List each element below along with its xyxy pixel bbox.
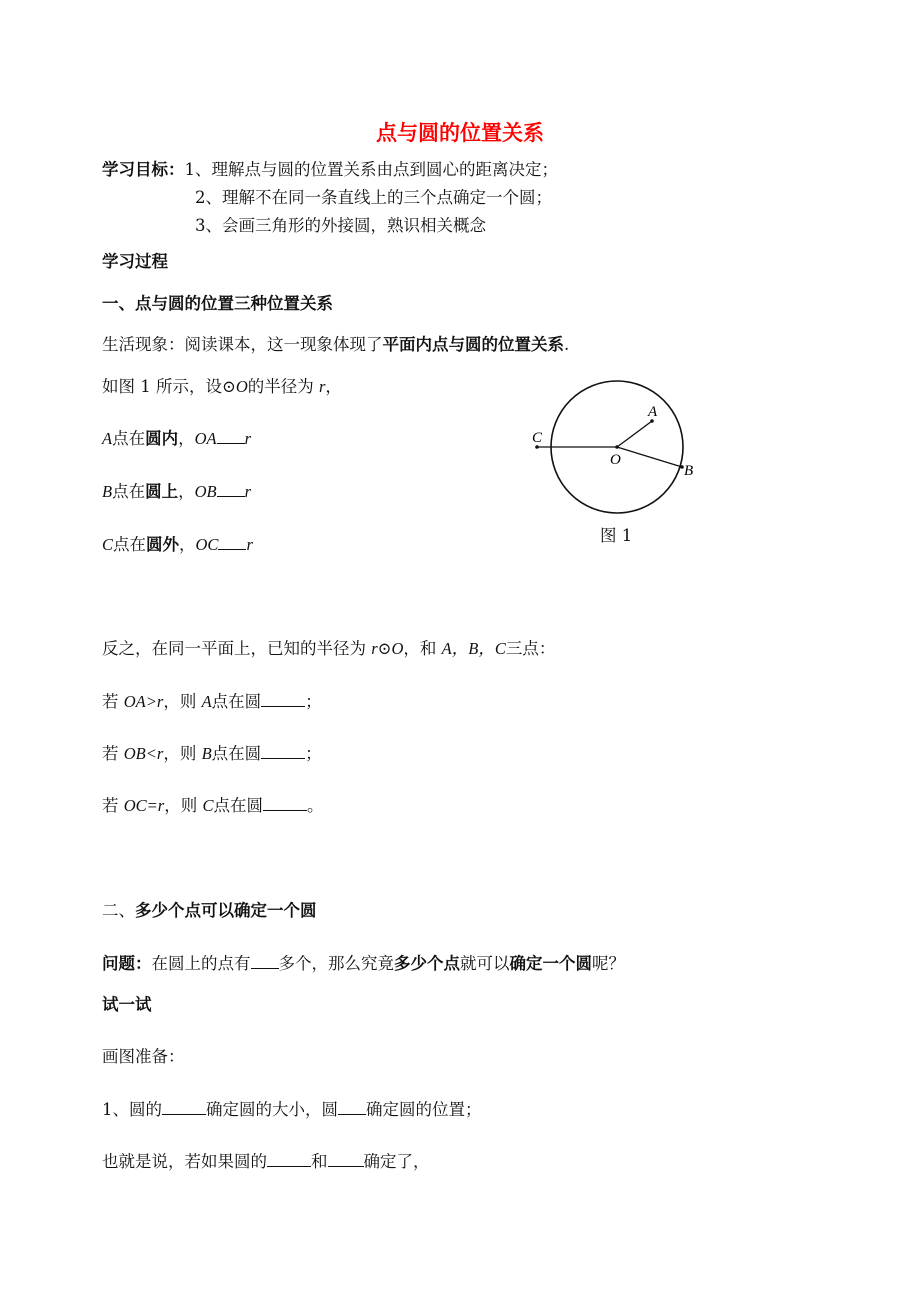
converse-intro	[102, 638, 555, 660]
bold-text: 确定一个圆	[509, 954, 592, 973]
text: 三点：	[505, 639, 556, 658]
answer-blank[interactable]	[263, 794, 307, 811]
circle-figure	[520, 370, 720, 520]
text: ，	[325, 377, 342, 396]
section1-heading: 一、点与圆的位置三种位置关系	[102, 294, 333, 313]
answer-blank[interactable]	[217, 427, 245, 444]
label-b: B	[684, 463, 694, 479]
math: A，B，C	[441, 639, 506, 658]
goal-item: 3、会画三角形的外接圆，熟识相关概念	[195, 216, 486, 235]
segment-oa	[617, 421, 652, 447]
page-title: 点与圆的位置关系	[376, 121, 544, 145]
figure-caption: 图 1	[600, 526, 633, 545]
relation-row	[102, 427, 251, 450]
condition-row	[102, 742, 322, 765]
prep-line-2	[102, 1150, 430, 1173]
text: 若	[102, 692, 124, 711]
math: C	[102, 535, 114, 554]
math: B	[102, 482, 113, 501]
bold-text: 问题：	[102, 954, 152, 973]
math: OC	[195, 535, 219, 554]
process-heading: 学习过程	[102, 252, 168, 271]
math: A	[201, 692, 212, 711]
text: ，则	[163, 744, 202, 763]
text: ，和	[403, 639, 442, 658]
math: O	[235, 377, 248, 396]
text: 和	[311, 1152, 328, 1171]
answer-blank[interactable]	[162, 1098, 206, 1115]
text: 点在圆	[211, 744, 262, 763]
text: 二、	[102, 901, 135, 920]
math: B	[201, 744, 212, 763]
answer-blank[interactable]	[261, 690, 305, 707]
bold-text: 圆外	[146, 535, 180, 554]
life-phenomenon	[102, 334, 569, 356]
goal-item: 1、理解点与圆的位置关系由点到圆心的距离决定；	[184, 160, 558, 179]
text: 呢？	[592, 954, 625, 973]
text: 在圆上的点有	[151, 954, 251, 973]
math: r	[319, 377, 326, 396]
label-c: C	[532, 430, 543, 446]
text: 确定圆的大小，圆	[206, 1100, 338, 1119]
math: C	[202, 796, 214, 815]
condition-row	[102, 794, 324, 817]
prep-line-1	[102, 1098, 482, 1121]
text: ⊙	[377, 639, 392, 658]
math: r	[246, 535, 253, 554]
text: ，则	[164, 796, 203, 815]
text: 就可以	[460, 954, 510, 973]
answer-blank[interactable]	[217, 480, 245, 497]
text: ，	[178, 482, 195, 501]
text: ；	[305, 692, 322, 711]
answer-blank[interactable]	[338, 1098, 366, 1115]
label-o: O	[610, 452, 621, 468]
try-heading: 试一试	[102, 995, 152, 1014]
text: ，则	[163, 692, 202, 711]
condition-row	[102, 690, 322, 713]
text: 生活现象：阅读课本，这一现象体现了	[102, 335, 383, 354]
bold-text: 圆上	[145, 482, 179, 501]
bold-text: 多少个点	[394, 954, 460, 973]
text: 点在	[113, 535, 147, 554]
text: 若	[102, 796, 124, 815]
answer-blank[interactable]	[328, 1150, 364, 1167]
math: OB<r	[123, 744, 164, 763]
text: 确定圆的位置；	[366, 1100, 482, 1119]
answer-blank[interactable]	[251, 952, 279, 969]
text: 多个，那么究竟	[278, 954, 394, 973]
figure-intro	[102, 376, 342, 398]
text: 如图 1 所示，设⊙	[102, 377, 236, 396]
goal-item: 2、理解不在同一条直线上的三个点确定一个圆；	[195, 188, 552, 207]
text: ，	[178, 429, 195, 448]
text: 。	[307, 796, 324, 815]
text: ；	[305, 744, 322, 763]
answer-blank[interactable]	[267, 1150, 311, 1167]
goal-line-1	[102, 159, 558, 181]
drawing-prep: 画图准备：	[102, 1047, 185, 1066]
answer-blank[interactable]	[261, 742, 305, 759]
goals-label: 学习目标：	[102, 160, 185, 179]
math: OB	[194, 482, 217, 501]
math: O	[391, 639, 404, 658]
label-a: A	[648, 404, 658, 420]
segment-ob	[617, 447, 682, 467]
text: 确定了，	[363, 1152, 430, 1171]
math: A	[102, 429, 113, 448]
text: 点在	[112, 429, 146, 448]
text: 若	[102, 744, 124, 763]
section2-heading	[102, 900, 317, 922]
text: 点在	[112, 482, 146, 501]
text: 的半径为	[247, 377, 319, 396]
answer-blank[interactable]	[218, 533, 246, 550]
text: 点在圆	[213, 796, 263, 815]
math: r	[244, 482, 252, 501]
relation-row	[102, 533, 253, 556]
math: OC=r	[123, 796, 165, 815]
question	[102, 952, 625, 975]
text: 点在圆	[211, 692, 262, 711]
bold-text: 平面内点与圆的位置关系	[382, 335, 564, 354]
bold-text: 圆内	[145, 429, 179, 448]
text: ，	[179, 535, 196, 554]
math: OA>r	[123, 692, 164, 711]
text: 也就是说，若如果圆的	[102, 1152, 267, 1171]
math: OA	[194, 429, 217, 448]
text: .	[564, 335, 570, 354]
text: 1、圆的	[102, 1100, 162, 1119]
point-o	[615, 445, 619, 449]
relation-row	[102, 480, 251, 503]
bold-text: 多少个点可以确定一个圆	[135, 901, 317, 920]
text: 反之，在同一平面上，已知的半径为	[102, 639, 372, 658]
math: r	[371, 639, 378, 658]
math: r	[244, 429, 252, 448]
